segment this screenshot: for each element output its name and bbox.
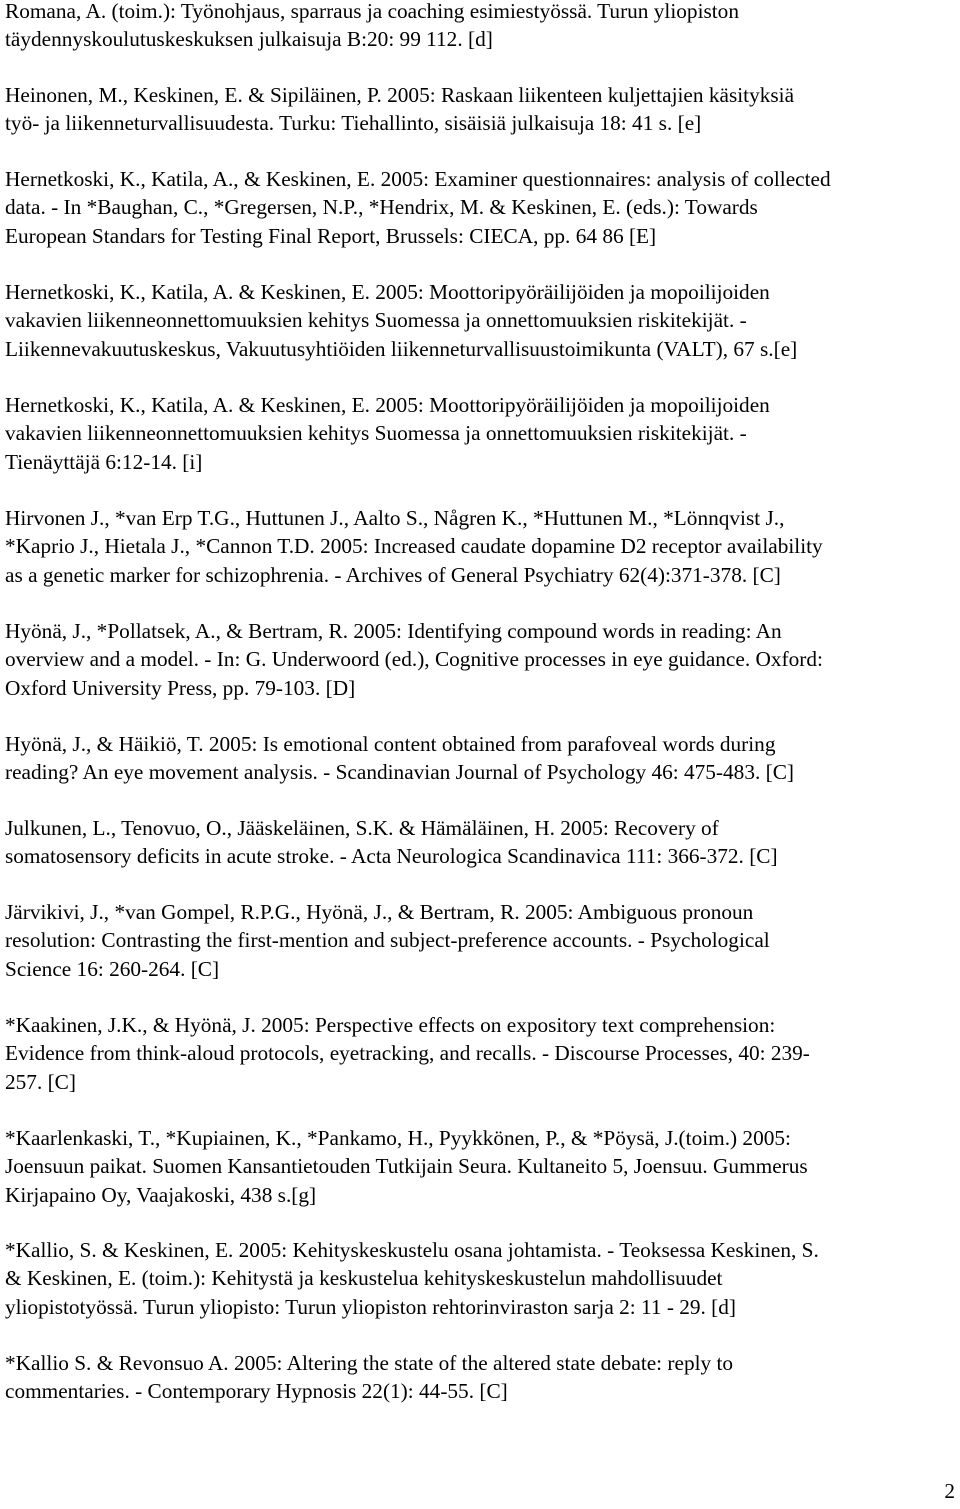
- reference-line: Hyönä, J., *Pollatsek, A., & Bertram, R. 2005: Identifying compound words in reading: An: [5, 619, 782, 643]
- reference-line: vakavien liikenneonnettomuuksien kehitys Suomessa ja onnettomuuksien riskitekijät. -: [5, 421, 747, 446]
- reference-line: as a genetic marker for schizophrenia. - Archives of General Psychiatry 62(4):371-378. [C]: [5, 562, 781, 587]
- reference-entry: [5, 1124, 808, 1209]
- reference-line: European Standars for Testing Final Report, Brussels: CIECA, pp. 64 86 [E]: [5, 223, 657, 248]
- reference-line: Liikennevakuutuskeskus, Vakuutusyhtiöiden liikenneturvallisuustoimikunta (VALT), 67 s.[e]: [5, 336, 798, 361]
- reference-line: Hirvonen J., *van Erp T.G., Huttunen J., Aalto S., Någren K., *Huttunen M., *Lönnqvist J.,: [5, 506, 785, 530]
- reference-entry: [5, 81, 794, 138]
- reference-line: *Kaprio J., Hietala J., *Cannon T.D. 2005: Increased caudate dopamine D2 receptor availability: [5, 534, 823, 559]
- reference-line: & Keskinen, E. (toim.): Kehitystä ja keskustelua kehityskeskustelun mahdollisuudet: [5, 1266, 723, 1291]
- reference-line: vakavien liikenneonnettomuuksien kehitys Suomessa ja onnettomuuksien riskitekijät. -: [5, 308, 747, 333]
- reference-line: reading? An eye movement analysis. - Scandinavian Journal of Psychology 46: 475-483. [C]: [5, 760, 795, 785]
- reference-line: Tienäyttäjä 6:12-14. [i]: [5, 449, 203, 474]
- reference-line: Hernetkoski, K., Katila, A. & Keskinen, E. 2005: Moottoripyöräilijöiden ja mopoilijoiden: [5, 280, 770, 304]
- reference-line: täydennyskoulutuskeskuksen julkaisuja B:20: 99 112. [d]: [5, 27, 493, 52]
- reference-line: *Kallio S. & Revonsuo A. 2005: Altering the state of the altered state debate: reply to: [5, 1351, 734, 1375]
- reference-entry: [5, 391, 770, 476]
- reference-entry: [5, 617, 823, 702]
- reference-line: Hyönä, J., & Häikiö, T. 2005: Is emotional content obtained from parafoveal words during: [5, 732, 776, 756]
- reference-entry: [5, 814, 778, 871]
- page-number: 2: [944, 1479, 955, 1503]
- reference-line: *Kaarlenkaski, T., *Kupiainen, K., *Pankamo, H., Pyykkönen, P., & *Pöysä, J.(toim.) 2005:: [5, 1126, 791, 1150]
- reference-line: Hernetkoski, K., Katila, A. & Keskinen, E. 2005: Moottoripyöräilijöiden ja mopoilijoiden: [5, 393, 770, 417]
- reference-line: Romana, A. (toim.): Työnohjaus, sparraus ja coaching esimiestyössä. Turun yliopiston: [5, 0, 739, 23]
- reference-entry: [5, 504, 823, 589]
- reference-entry: [5, 0, 739, 54]
- reference-line: overview and a model. - In: G. Underwoord (ed.), Cognitive processes in eye guidance. Oxford:: [5, 647, 823, 672]
- reference-line: *Kaakinen, J.K., & Hyönä, J. 2005: Perspective effects on expository text comprehension:: [5, 1013, 776, 1037]
- reference-entry: [5, 898, 770, 983]
- reference-entry: [5, 1349, 733, 1406]
- reference-line: Heinonen, M., Keskinen, E. & Sipiläinen, P. 2005: Raskaan liikenteen kuljettajien käsityksiä: [5, 83, 795, 107]
- reference-line: Evidence from think-aloud protocols, eyetracking, and recalls. - Discourse Processes, 40: 239-: [5, 1041, 810, 1066]
- reference-entry: [5, 730, 794, 787]
- reference-entry: [5, 165, 831, 250]
- reference-line: commentaries. - Contemporary Hypnosis 22(1): 44-55. [C]: [5, 1379, 508, 1404]
- reference-line: somatosensory deficits in acute stroke. - Acta Neurologica Scandinavica 111: 366-372. [C]: [5, 844, 778, 869]
- reference-line: yliopistotyössä. Turun yliopisto: Turun yliopiston rehtorinviraston sarja 2: 11 - 29. [d]: [5, 1294, 737, 1319]
- reference-line: Science 16: 260-264. [C]: [5, 956, 220, 981]
- reference-line: Oxford University Press, pp. 79-103. [D]: [5, 675, 356, 700]
- reference-line: Joensuun paikat. Suomen Kansantietouden Tutkijain Seura. Kultaneito 5, Joensuu. Gummerus: [5, 1154, 808, 1179]
- reference-entry: [5, 278, 797, 363]
- reference-line: 257. [C]: [5, 1069, 76, 1094]
- reference-line: Julkunen, L., Tenovuo, O., Jääskeläinen, S.K. & Hämäläinen, H. 2005: Recovery of: [5, 816, 719, 840]
- reference-line: resolution: Contrasting the first-mention and subject-preference accounts. - Psychological: [5, 928, 770, 953]
- reference-line: data. - In *Baughan, C., *Gregersen, N.P., *Hendrix, M. & Keskinen, E. (eds.): Towards: [5, 195, 758, 220]
- reference-line: Hernetkoski, K., Katila, A., & Keskinen, E. 2005: Examiner questionnaires: analysis of collected: [5, 167, 831, 191]
- reference-line: työ- ja liikenneturvallisuudesta. Turku: Tiehallinto, sisäisiä julkaisuja 18: 41 s. [e]: [5, 111, 702, 136]
- reference-entry: [5, 1236, 819, 1321]
- reference-line: *Kallio, S. & Keskinen, E. 2005: Kehityskeskustelu osana johtamista. - Teoksessa Keskinen, S.: [5, 1238, 819, 1262]
- reference-line: Järvikivi, J., *van Gompel, R.P.G., Hyönä, J., & Bertram, R. 2005: Ambiguous pronoun: [5, 900, 754, 924]
- reference-line: Kirjapaino Oy, Vaajakoski, 438 s.[g]: [5, 1182, 317, 1207]
- reference-entry: [5, 1011, 810, 1096]
